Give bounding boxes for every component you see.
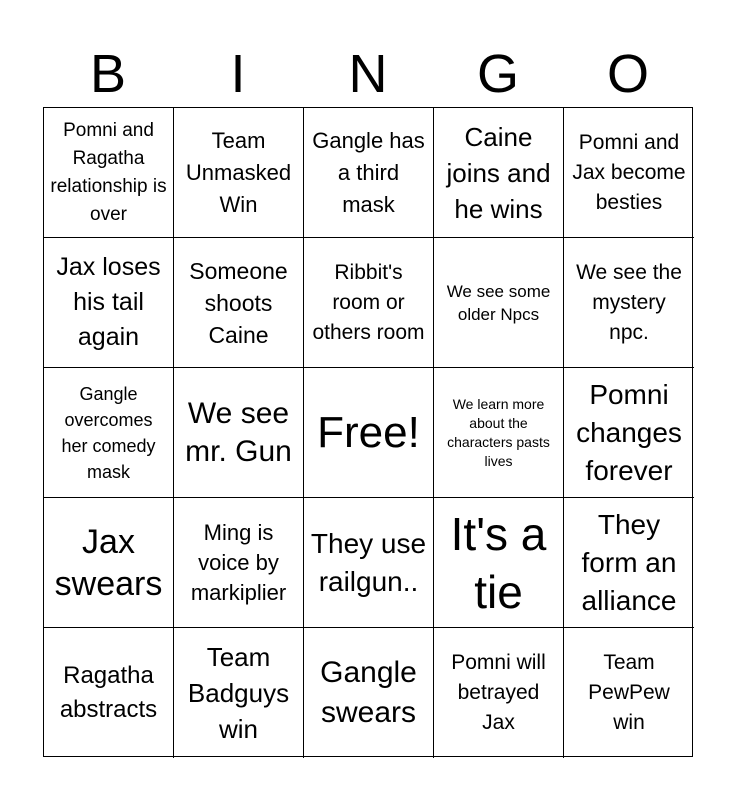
bingo-cell[interactable]: [434, 238, 564, 368]
bingo-cell[interactable]: [304, 628, 434, 758]
cell-text: It's a tie: [450, 507, 547, 618]
bingo-cell[interactable]: [44, 108, 174, 238]
bingo-header: [43, 40, 693, 108]
bingo-cell[interactable]: [564, 238, 694, 368]
header-letter-b: B: [89, 44, 127, 104]
bingo-cell[interactable]: [564, 498, 694, 628]
bingo-board: [43, 107, 693, 757]
cell-text: Gangle overcomes her comedy mask: [61, 383, 156, 482]
cell-text: Pomni changes forever: [576, 378, 682, 486]
bingo-cell[interactable]: [174, 368, 304, 498]
header-letter-o: O: [606, 44, 649, 104]
free-space-text: Free!: [317, 407, 420, 457]
cell-text: They form an alliance: [581, 508, 677, 616]
cell-text: Jax loses his tail again: [56, 253, 161, 351]
cell-text: Pomni and Jax become besties: [572, 130, 686, 214]
cell-text: We see the mystery npc.: [576, 260, 682, 344]
cell-text: Team Badguys win: [187, 642, 290, 744]
cell-text: Ragatha abstracts: [59, 662, 158, 723]
cell-text: Gangle swears: [320, 656, 417, 729]
cell-text: Pomni will betrayed Jax: [451, 651, 546, 734]
bingo-cell[interactable]: [434, 108, 564, 238]
cell-text: Jax swears: [54, 522, 163, 603]
cell-text: We see some older Npcs: [446, 281, 551, 324]
bingo-cell[interactable]: [434, 368, 564, 498]
cell-text: Pomni and Ragatha relationship is over: [50, 119, 167, 225]
bingo-cell[interactable]: [174, 108, 304, 238]
bingo-cell[interactable]: [44, 238, 174, 368]
bingo-cell[interactable]: [304, 108, 434, 238]
bingo-cell[interactable]: [44, 368, 174, 498]
header-letter-g: G: [476, 44, 519, 104]
bingo-cell[interactable]: [564, 108, 694, 238]
bingo-cell[interactable]: [304, 498, 434, 628]
bingo-cell[interactable]: [174, 628, 304, 758]
cell-text: Ming is voice by markiplier: [190, 519, 287, 605]
cell-text: We see mr. Gun: [185, 396, 292, 468]
bingo-cell[interactable]: [564, 368, 694, 498]
cell-text: Ribbit's room or others room: [312, 260, 425, 344]
bingo-cell[interactable]: [44, 498, 174, 628]
cell-text: Team Unmasked Win: [185, 127, 292, 217]
cell-text: They use railgun..: [310, 527, 427, 597]
cell-text: Gangle has a third mask: [312, 127, 425, 217]
cell-text: Someone shoots Caine: [189, 257, 288, 348]
cell-text: We learn more about the characters pasts lives: [447, 395, 550, 469]
bingo-cell[interactable]: [44, 628, 174, 758]
bingo-cell[interactable]: [434, 498, 564, 628]
bingo-cell-free[interactable]: [304, 368, 434, 498]
cell-text: Team PewPew win: [588, 651, 670, 734]
bingo-cell[interactable]: [174, 238, 304, 368]
bingo-cell[interactable]: [304, 238, 434, 368]
header-letter-i: I: [230, 44, 246, 104]
bingo-cell[interactable]: [564, 628, 694, 758]
cell-text: Caine joins and he wins: [446, 121, 551, 224]
header-letter-n: N: [348, 44, 388, 104]
bingo-cell[interactable]: [434, 628, 564, 758]
bingo-cell[interactable]: [174, 498, 304, 628]
